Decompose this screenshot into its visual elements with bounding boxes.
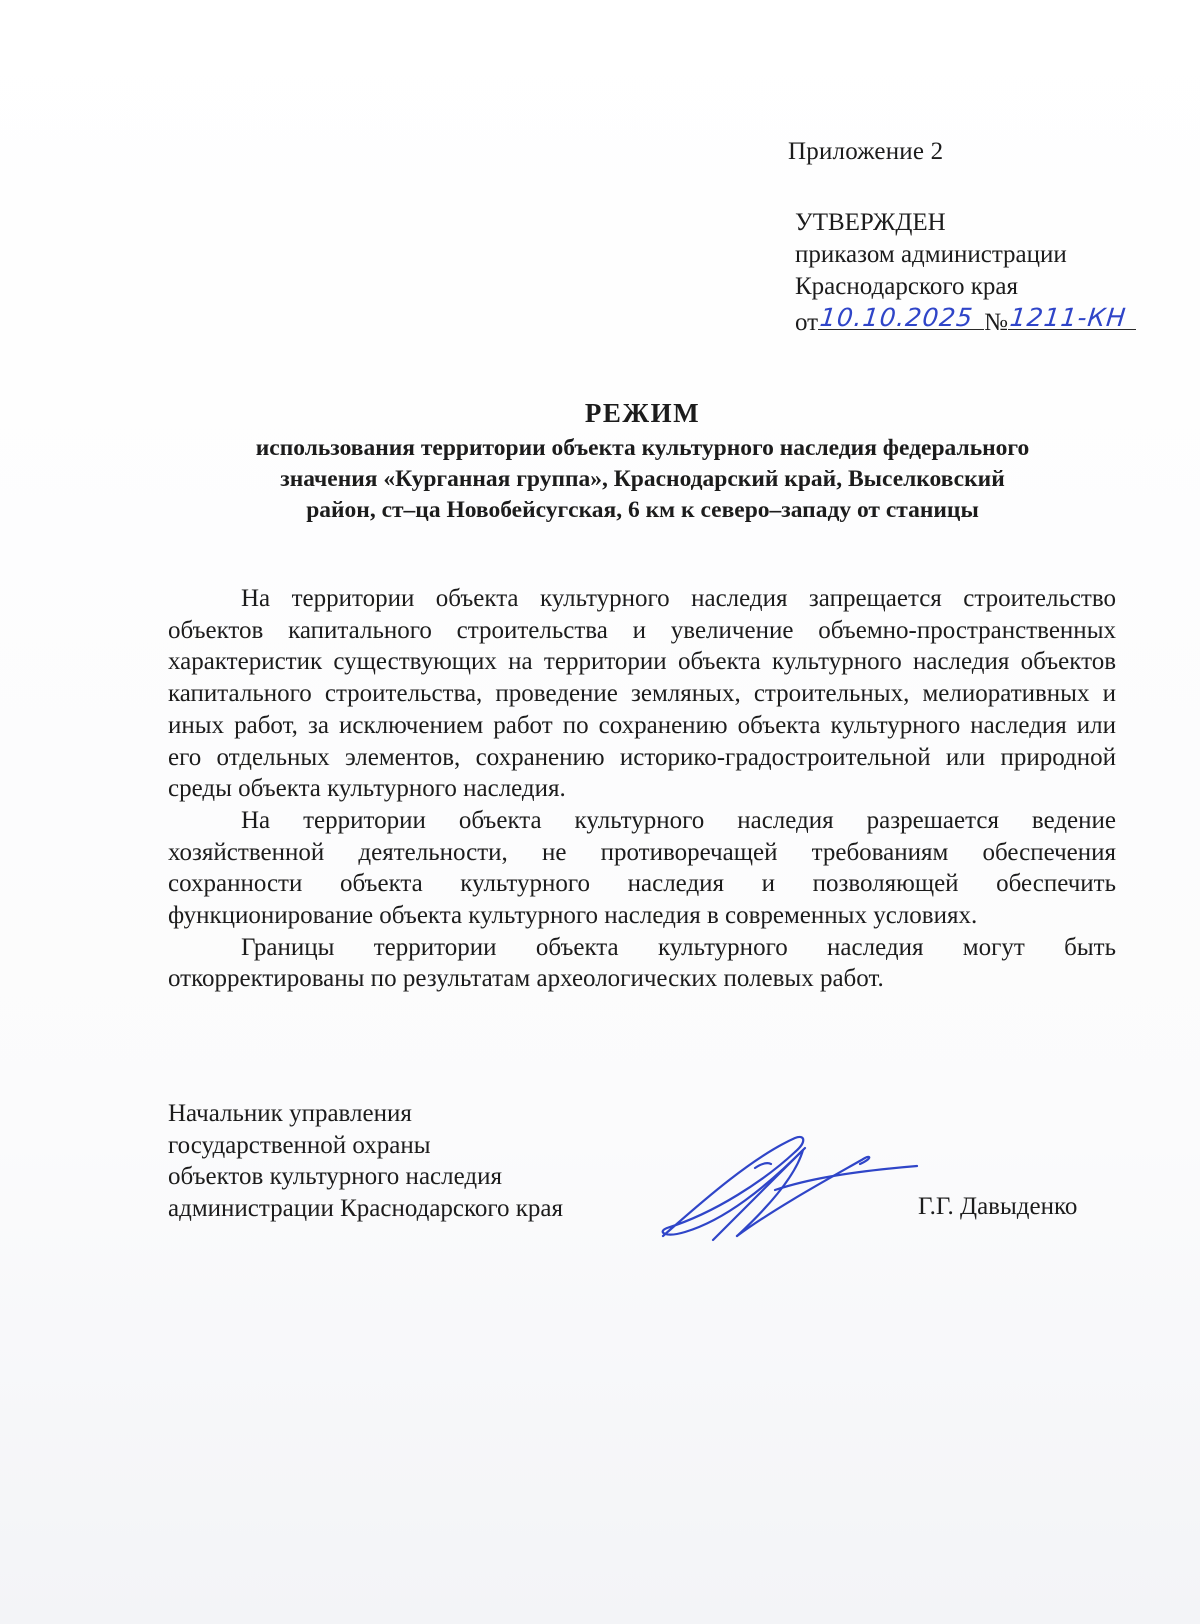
approved-region: Краснодарского края xyxy=(795,273,1018,300)
subtitle-line: значения «Курганная группа», Краснодарский край, Выселковский xyxy=(280,466,1005,492)
body-paragraph: На территории объекта культурного наследия запрещается строительство объектов капитального строительства и увеличение объемно-пространственных характеристик существующих на территории объекта культурного наследия объектов капитального строительства, проведение земляных, строительных, мелиоративных и иных работ, за исключением работ по сохранению объекта культурного наследия или его отдельных элементов, сохранению историко-градостроительной или природной среды объекта культурного наследия. xyxy=(168,585,1116,803)
body-paragraph: Границы территории объекта культурного наследия могут быть откорректированы по результатам археологических полевых работ. xyxy=(168,933,1116,993)
document-title-block xyxy=(150,398,1135,526)
position-line: Начальник управления xyxy=(168,1100,412,1127)
document-body xyxy=(168,583,1116,995)
subtitle-line: район, ст–ца Новобейсугская, 6 км к северо–западу от станицы xyxy=(306,497,979,523)
approval-stamp-block xyxy=(795,207,1136,339)
position-line: объектов культурного наследия xyxy=(168,1163,502,1190)
approved-by-order: приказом администрации xyxy=(795,241,1067,268)
date-prefix: от xyxy=(795,309,819,336)
document-subtitle xyxy=(150,433,1135,526)
subtitle-line: использования территории объекта культурного наследия федерального xyxy=(255,435,1030,461)
handwritten-signature xyxy=(655,1128,930,1248)
order-date-number-line xyxy=(795,303,1136,339)
document-title: РЕЖИМ xyxy=(584,398,701,428)
appendix-label: Приложение 2 xyxy=(788,138,944,165)
signer-position xyxy=(168,1098,563,1224)
order-date-field xyxy=(818,303,984,330)
number-prefix: № xyxy=(984,309,1008,336)
order-number-handwritten: 1211-КН xyxy=(1008,303,1128,332)
order-number-field xyxy=(1008,303,1136,330)
signer-name: Г.Г. Давыденко xyxy=(918,1193,1078,1220)
order-date-handwritten: 10.10.2025 xyxy=(818,303,975,332)
position-line: государственной охраны xyxy=(168,1131,431,1159)
position-line: администрации Краснодарского края xyxy=(168,1194,564,1222)
body-paragraph: На территории объекта культурного наследия разрешается ведение хозяйственной деятельности, не противоречащей требованиям обеспечения сохранности объекта культурного наследия и позволяющей обеспечить функционирование объекта культурного наследия в современных условиях. xyxy=(168,806,1116,930)
approved-label: УТВЕРЖДЕН xyxy=(795,209,946,236)
